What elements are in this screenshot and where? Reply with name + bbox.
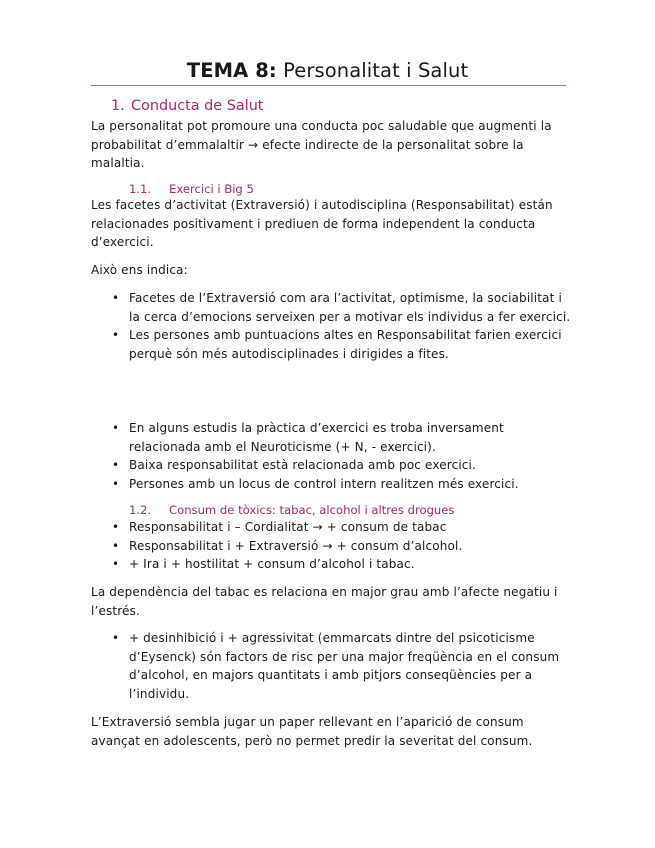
subsection-number: 1.1.	[129, 182, 152, 196]
subsection-number: 1.2.	[129, 503, 152, 517]
list-item: • En alguns estudis la pràctica d’exercici es troba inversament relacionada amb el Neuroticisme (+ N, - exercici).	[91, 419, 571, 456]
list-item: • Baixa responsabilitat està relacionada amb poc exercici.	[91, 456, 571, 475]
subsection-title: Consum de tòxics: tabac, alcohol i altres drogues	[169, 503, 455, 517]
exercise-bullet-list-a	[91, 289, 571, 363]
subsection-heading-toxics	[129, 502, 454, 519]
alcohol-bullet-list	[91, 629, 571, 703]
extraversion-paragraph: L’Extraversió sembla jugar un paper rellevant en l’aparició de consum avançat en adolescents, però no permet predir la severitat del consum.	[91, 715, 533, 748]
page-title	[0, 58, 655, 84]
list-item: • + Ira i + hostilitat + consum d’alcohol i tabac.	[91, 555, 571, 574]
section-title: Conducta de Salut	[131, 98, 264, 114]
section-number: 1.	[111, 98, 125, 114]
indica-paragraph: Això ens indica:	[91, 263, 188, 277]
list-item: • Responsabilitat i + Extraversió → + consum d’alcohol.	[91, 537, 571, 556]
title-topic-number: TEMA 8:	[186, 59, 277, 82]
section-heading	[111, 96, 263, 116]
exercise-paragraph: Les facetes d’activitat (Extraversió) i autodisciplina (Responsabilitat) están relacionades positivament i prediuen de forma independent la conducta d’exercici.	[91, 198, 553, 250]
toxics-bullet-list	[91, 518, 571, 574]
tobacco-paragraph: La dependència del tabac es relaciona en major grau amb l’afecte negatiu i l’estrés.	[91, 585, 558, 618]
title-underline	[91, 85, 566, 86]
list-item: • Les persones amb puntuacions altes en Responsabilitat farien exercici perquè són més autodisciplinades i dirigides a fites.	[91, 326, 571, 363]
list-item: • Persones amb un locus de control intern realitzen més exercici.	[91, 475, 571, 494]
subsection-title: Exercici i Big 5	[169, 182, 254, 196]
list-item: • Responsabilitat i – Cordialitat → + consum de tabac	[91, 518, 571, 537]
section-intro-paragraph: La personalitat pot promoure una conducta poc saludable que augmenti la probabilitat d’emmalaltir → efecte indirecte de la personalitat sobre la malaltia.	[91, 119, 552, 171]
list-item: • + desinhibició i + agressivitat (emmarcats dintre del psicoticisme d’Eysenck) són factors de risc per una major freqüència en el consum d’alcohol, en majors quantitats i amb pitjors conseqüències per a l’individu.	[91, 629, 571, 703]
exercise-bullet-list-b	[91, 419, 571, 493]
list-item: • Facetes de l’Extraversió com ara l’activitat, optimisme, la sociabilitat i la cerca d’emocions serveixen per a motivar els individus a fer exercici.	[91, 289, 571, 326]
title-topic-name: Personalitat i Salut	[276, 59, 469, 82]
